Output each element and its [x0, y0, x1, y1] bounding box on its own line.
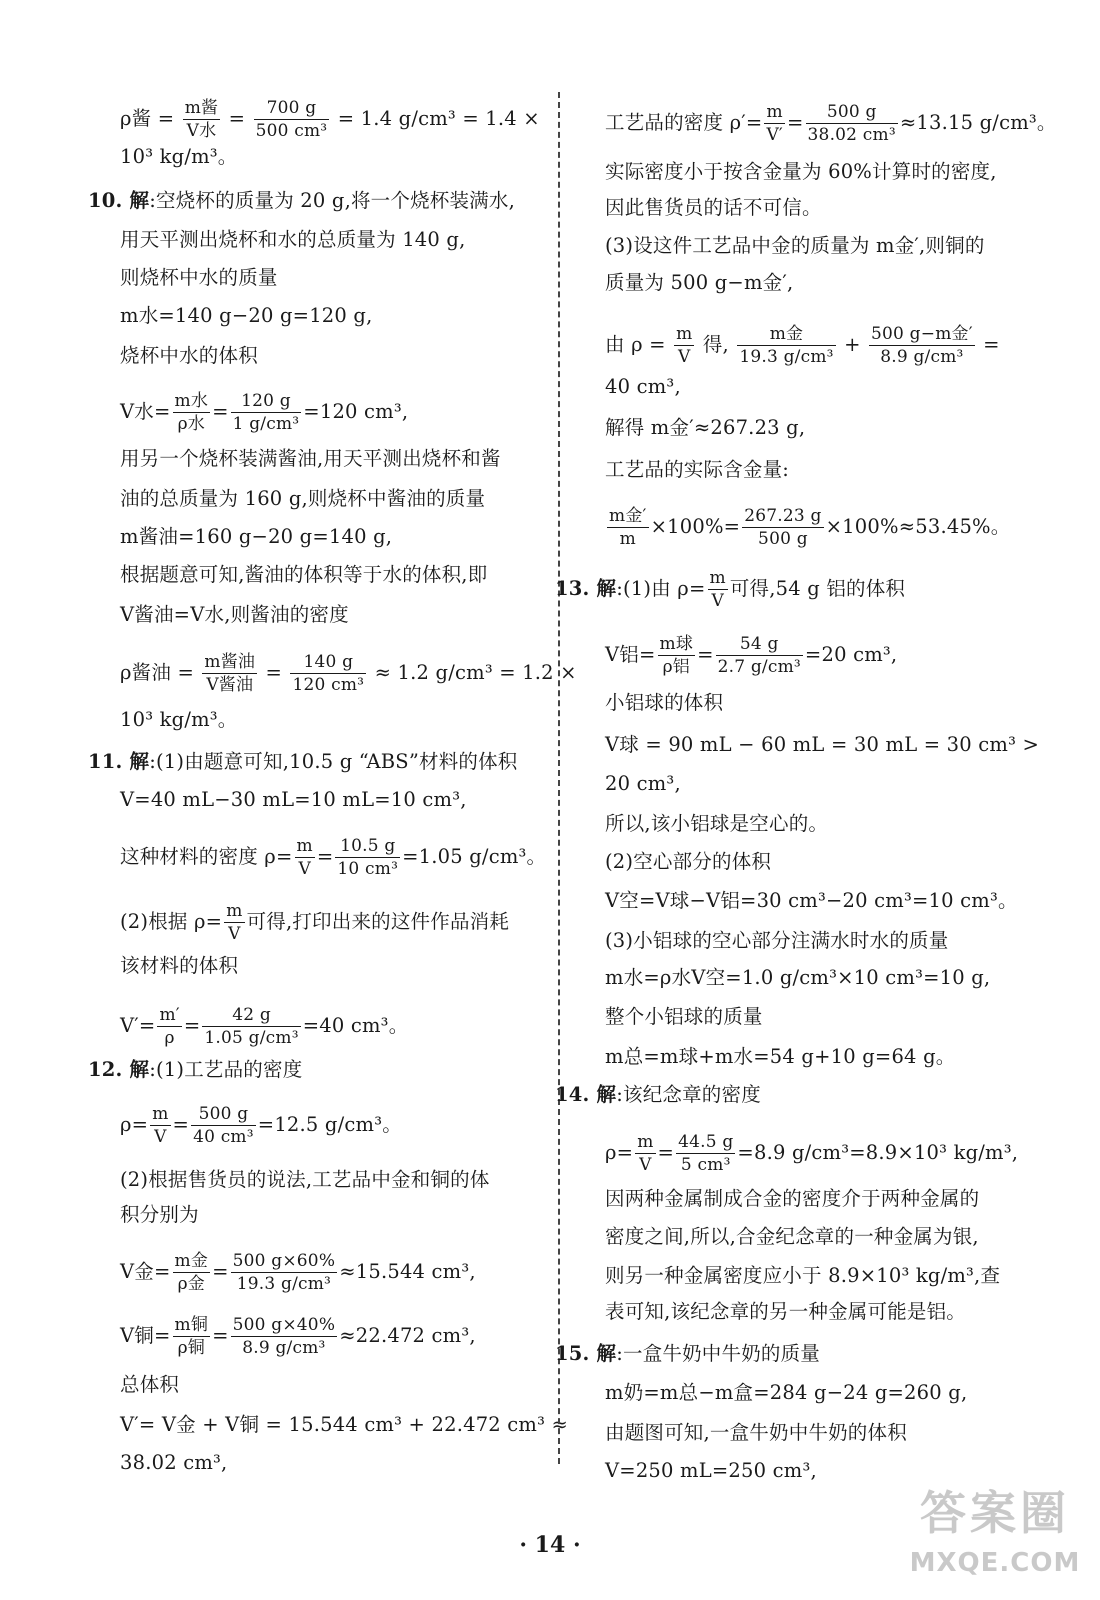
fraction-numerator: 10.5 g — [340, 836, 396, 856]
text-run: ≈22.472 cm³, — [339, 1324, 476, 1347]
text-run: 油的总质量为 160 g,则烧杯中酱油的质量 — [120, 487, 486, 510]
text-run: = — [172, 1113, 190, 1136]
text-run: 工艺品的实际含金量: — [605, 458, 790, 481]
text-line — [555, 567, 906, 611]
text-line — [120, 1103, 402, 1147]
text-run: = 1.4 g/cm³ = 1.4 × — [331, 107, 540, 130]
text-run: m水=ρ水V空=1.0 g/cm³×10 cm³=10 g, — [605, 966, 991, 989]
text-run: 这种材料的密度 ρ= — [120, 845, 293, 868]
text-line — [555, 1079, 761, 1111]
fraction — [173, 1314, 211, 1359]
fraction — [806, 101, 898, 146]
text-run: = — [316, 845, 334, 868]
text-run: ×100%≈53.45%。 — [825, 515, 1011, 538]
text-run: (2)根据售货员的说法,工艺品中金和铜的体 — [120, 1168, 490, 1191]
text-run: 实际密度小于按含金量为 60%计算时的密度, — [605, 160, 997, 183]
fraction-numerator: m′ — [159, 1005, 180, 1025]
text-line — [120, 1199, 199, 1231]
text-run: = — [212, 400, 229, 423]
text-run: ×100%= — [650, 515, 741, 538]
text-line — [605, 962, 990, 994]
text-run: 得, — [696, 333, 736, 356]
text-line — [605, 633, 898, 677]
text-line — [120, 651, 577, 695]
text-run: ≈13.15 g/cm³。 — [899, 111, 1057, 134]
fraction-denominator: V — [224, 922, 244, 945]
fraction-numerator: 500 g — [198, 1104, 249, 1124]
fraction — [716, 633, 803, 678]
text-run: :(1)由 ρ= — [616, 577, 706, 600]
text-line — [88, 185, 515, 217]
fraction-denominator: 120 cm³ — [292, 675, 365, 695]
watermark-site: MXQE.COM — [909, 1548, 1081, 1578]
text-line — [605, 1221, 979, 1253]
fraction-numerator: m — [676, 324, 693, 344]
fraction-denominator: V — [295, 857, 315, 880]
fraction-numerator: m水 — [174, 391, 209, 411]
text-run: 用另一个烧杯装满酱油,用天平测出烧杯和酱 — [120, 447, 501, 470]
fraction-numerator: m金 — [174, 1251, 209, 1271]
text-line — [605, 1377, 967, 1409]
text-run: ρ= — [120, 1113, 149, 1136]
text-run: (3)小铝球的空心部分注满水时水的质量 — [605, 929, 949, 952]
text-run: 该材料的体积 — [120, 954, 239, 977]
fraction — [764, 101, 785, 146]
text-run: + — [837, 333, 868, 356]
fraction — [607, 505, 649, 550]
text-line — [605, 1455, 817, 1487]
text-run: :(1)由题意可知,10.5 g “ABS”材料的体积 — [149, 750, 518, 773]
text-run: V铝= — [605, 643, 656, 666]
fraction — [290, 651, 366, 696]
text-run: m奶=m总−m盒=284 g−24 g=260 g, — [605, 1381, 968, 1404]
text-line — [605, 1260, 1000, 1292]
fraction-denominator: 8.9 g/cm³ — [231, 1336, 338, 1359]
text-run: 根据题意可知,酱油的体积等于水的体积,即 — [120, 563, 488, 586]
fraction — [335, 835, 400, 880]
fraction-denominator: ρ铜 — [173, 1336, 211, 1359]
text-run: ≈ 1.2 g/cm³ = 1.2 × — [368, 661, 577, 684]
text-run: ≈15.544 cm³, — [339, 1260, 476, 1283]
fraction-numerator: m酱油 — [204, 652, 256, 672]
text-run: V酱油=V水,则酱油的密度 — [120, 603, 349, 626]
fraction-numerator: 500 g×40% — [232, 1315, 336, 1335]
text-run: V′= — [120, 1014, 156, 1037]
text-line — [555, 1338, 820, 1370]
text-line — [605, 925, 948, 957]
fraction — [658, 633, 696, 678]
fraction-denominator: m — [607, 527, 649, 550]
fraction-numerator: m酱 — [184, 98, 219, 118]
text-run: 20 cm³, — [605, 772, 681, 795]
fraction — [254, 97, 330, 142]
fraction — [737, 323, 835, 368]
text-run: ρ酱油 = — [120, 661, 201, 684]
fraction-denominator: ρ金 — [173, 1272, 211, 1295]
text-run: = — [786, 111, 804, 134]
text-run: = — [657, 1141, 675, 1164]
text-line — [120, 300, 373, 332]
text-line — [120, 141, 238, 173]
text-line — [120, 900, 510, 944]
text-run: 可得,54 g 铝的体积 — [729, 577, 906, 600]
text-run: =40 cm³。 — [302, 1014, 409, 1037]
text-line — [120, 1369, 179, 1401]
page-number: · 14 · — [519, 1532, 581, 1558]
text-run: = — [183, 1014, 201, 1037]
fraction-denominator: ρ铝 — [658, 655, 696, 678]
text-line — [605, 768, 681, 800]
fraction-numerator: m金′ — [609, 506, 647, 526]
fraction — [157, 1004, 181, 1049]
text-run: =1.05 g/cm³。 — [402, 845, 547, 868]
text-line — [605, 371, 681, 403]
question-number: 13. 解 — [555, 577, 617, 600]
text-run: ρ= — [605, 1141, 634, 1164]
text-run: 则另一种金属密度应小于 8.9×10³ kg/m³,查 — [605, 1264, 1001, 1287]
text-run: V=250 mL=250 cm³, — [605, 1459, 817, 1482]
fraction-numerator: m — [296, 836, 313, 856]
text-run: = — [697, 643, 714, 666]
text-run: V水= — [120, 400, 171, 423]
fraction-denominator: 10 cm³ — [337, 859, 399, 879]
fraction-denominator: 1 g/cm³ — [232, 414, 300, 434]
text-run: 10³ kg/m³。 — [120, 708, 238, 731]
text-line — [120, 1314, 476, 1358]
text-line — [120, 224, 466, 256]
fraction — [708, 567, 728, 612]
fraction-denominator: V — [674, 345, 694, 368]
text-line — [605, 1183, 979, 1215]
text-run: :一盒牛奶中牛奶的质量 — [616, 1342, 820, 1365]
text-run: 40 cm³, — [605, 375, 681, 398]
fraction — [173, 1250, 211, 1295]
text-line — [120, 483, 485, 515]
fraction-numerator: 54 g — [739, 634, 779, 654]
fraction-denominator: 500 g — [742, 527, 823, 550]
text-line — [605, 729, 1039, 761]
text-line — [120, 97, 540, 141]
fraction-denominator: ρ — [157, 1026, 181, 1049]
text-line — [605, 885, 1018, 917]
text-line — [120, 1409, 568, 1441]
text-run: :(1)工艺品的密度 — [149, 1058, 303, 1081]
fraction-denominator: 19.3 g/cm³ — [739, 347, 834, 367]
fraction-numerator: m — [637, 1132, 654, 1152]
text-run: 可得,打印出来的这件作品消耗 — [246, 910, 510, 933]
text-run: 由题图可知,一盒牛奶中牛奶的体积 — [605, 1421, 907, 1444]
text-run: V=40 mL−30 mL=10 mL=10 cm³, — [120, 788, 467, 811]
fraction — [676, 1131, 735, 1176]
text-line — [605, 505, 1011, 549]
fraction — [295, 835, 315, 880]
text-line — [605, 101, 1057, 145]
question-number: 10. 解 — [88, 189, 150, 212]
fraction — [231, 1314, 338, 1359]
text-line — [120, 835, 547, 879]
text-run: 因两种金属制成合金的密度介于两种金属的 — [605, 1187, 980, 1210]
question-number: 15. 解 — [555, 1342, 617, 1365]
text-run: = — [976, 333, 1000, 356]
fraction — [231, 1250, 338, 1295]
text-run: 积分别为 — [120, 1203, 199, 1226]
text-line — [605, 230, 985, 262]
fraction-numerator: 500 g−m金′ — [871, 324, 973, 344]
text-run: =12.5 g/cm³。 — [257, 1113, 402, 1136]
text-run: V空=V球−V铝=30 cm³−20 cm³=10 cm³。 — [605, 889, 1018, 912]
fraction-numerator: m球 — [659, 634, 694, 654]
text-line — [88, 1054, 302, 1086]
fraction-numerator: m — [226, 901, 243, 921]
text-line — [120, 784, 467, 816]
fraction — [173, 390, 211, 435]
fraction — [742, 505, 823, 550]
fraction-numerator: 267.23 g — [744, 506, 822, 526]
text-run: 小铝球的体积 — [605, 691, 724, 714]
text-run: 38.02 cm³, — [120, 1451, 228, 1474]
fraction — [231, 390, 302, 435]
text-line — [605, 192, 822, 224]
fraction-numerator: 44.5 g — [678, 1132, 734, 1152]
fraction-denominator: V水 — [183, 119, 221, 142]
fraction — [635, 1131, 655, 1176]
fraction-numerator: 120 g — [241, 391, 291, 411]
text-line — [605, 808, 828, 840]
fraction-denominator: 38.02 cm³ — [807, 125, 896, 145]
fraction-denominator: 1.05 g/cm³ — [204, 1028, 299, 1048]
fraction-numerator: 500 g — [826, 102, 877, 122]
fraction-denominator: V — [150, 1125, 170, 1148]
text-run: 质量为 500 g−m金′, — [605, 271, 794, 294]
fraction — [191, 1103, 256, 1148]
text-run: m水=140 g−20 g=120 g, — [120, 304, 373, 327]
text-run: 总体积 — [120, 1373, 180, 1396]
text-run: :空烧杯的质量为 20 g,将一个烧杯装满水, — [149, 189, 515, 212]
text-run: m酱油=160 g−20 g=140 g, — [120, 525, 393, 548]
text-run: 整个小铝球的质量 — [605, 1005, 763, 1028]
text-line — [120, 599, 349, 631]
text-run: 用天平测出烧杯和水的总质量为 140 g, — [120, 228, 466, 251]
fraction — [869, 323, 975, 368]
fraction-denominator: V — [635, 1153, 655, 1176]
question-number: 12. 解 — [88, 1058, 150, 1081]
text-run: (2)空心部分的体积 — [605, 850, 772, 873]
fraction-denominator: 40 cm³ — [193, 1127, 254, 1147]
text-run: = — [212, 1324, 229, 1347]
text-run: 表可知,该纪念章的另一种金属可能是铝。 — [605, 1300, 966, 1323]
fraction-denominator: V酱油 — [202, 673, 257, 696]
text-run: =120 cm³, — [303, 400, 409, 423]
text-line — [605, 1041, 955, 1073]
fraction-denominator: 19.3 g/cm³ — [231, 1272, 338, 1295]
fraction-denominator: 5 cm³ — [676, 1153, 735, 1176]
text-line — [605, 1417, 907, 1449]
text-run: 则烧杯中水的质量 — [120, 266, 278, 289]
fraction-numerator: m — [709, 568, 726, 588]
text-run: 因此售货员的话不可信。 — [605, 196, 822, 219]
text-run: ρ酱 = — [120, 107, 181, 130]
fraction-denominator: V — [708, 589, 728, 612]
text-run: m总=m球+m水=54 g+10 g=64 g。 — [605, 1045, 956, 1068]
text-line — [120, 1004, 409, 1048]
text-line — [605, 156, 997, 188]
fraction-numerator: m金 — [769, 324, 804, 344]
text-line — [605, 323, 1000, 367]
text-run: =20 cm³, — [804, 643, 898, 666]
text-run: 密度之间,所以,合金纪念章的一种金属为银, — [605, 1225, 979, 1248]
text-run: V铜= — [120, 1324, 171, 1347]
fraction-denominator: V′ — [766, 125, 783, 145]
text-line — [88, 746, 518, 778]
text-run: = — [212, 1260, 229, 1283]
text-run: V金= — [120, 1260, 171, 1283]
fraction — [183, 97, 221, 142]
watermark-logo — [905, 1480, 1085, 1590]
fraction-numerator: m — [152, 1104, 169, 1124]
text-line — [120, 704, 238, 736]
text-run: (3)设这件工艺品中金的质量为 m金′,则铜的 — [605, 234, 985, 257]
text-line — [120, 950, 238, 982]
text-run: :该纪念章的密度 — [616, 1083, 761, 1106]
fraction-numerator: m — [766, 102, 783, 122]
fraction — [224, 900, 244, 945]
text-run: 由 ρ = — [605, 333, 673, 356]
fraction-numerator: 42 g — [232, 1005, 271, 1025]
fraction-numerator: 700 g — [266, 98, 317, 118]
text-run: (2)根据 ρ= — [120, 910, 223, 933]
text-run: V′= V金 + V铜 = 15.544 cm³ + 22.472 cm³ ≈ — [120, 1413, 569, 1436]
fraction-numerator: 140 g — [303, 652, 354, 672]
text-line — [120, 559, 487, 591]
watermark-title: 答案圈 — [920, 1486, 1070, 1540]
fraction-numerator: 500 g×60% — [232, 1251, 336, 1271]
text-run: = — [259, 661, 289, 684]
text-run: V球 = 90 mL − 60 mL = 30 mL = 30 cm³ > — [605, 733, 1040, 756]
text-line — [605, 412, 805, 444]
text-line — [605, 454, 789, 486]
fraction-denominator: 500 cm³ — [255, 121, 328, 141]
text-line — [605, 1296, 966, 1328]
text-line — [120, 340, 258, 372]
text-line — [120, 1164, 490, 1196]
fraction-denominator: ρ水 — [173, 412, 211, 435]
question-number: 14. 解 — [555, 1083, 617, 1106]
text-line — [605, 1001, 763, 1033]
text-line — [605, 1131, 1019, 1175]
fraction-denominator: 2.7 g/cm³ — [717, 657, 801, 677]
text-run: 烧杯中水的体积 — [120, 344, 258, 367]
fraction — [674, 323, 694, 368]
text-line — [120, 1447, 227, 1479]
text-line — [605, 267, 793, 299]
text-run: =8.9 g/cm³=8.9×10³ kg/m³, — [737, 1141, 1019, 1164]
text-run: 工艺品的密度 ρ′= — [605, 111, 763, 134]
text-line — [605, 687, 723, 719]
fraction-denominator: 8.9 g/cm³ — [869, 345, 975, 368]
text-run: 10³ kg/m³。 — [120, 145, 238, 168]
fraction — [202, 651, 257, 696]
question-number: 11. 解 — [88, 750, 150, 773]
fraction — [202, 1004, 300, 1049]
fraction-numerator: m铜 — [174, 1315, 209, 1335]
text-line — [120, 262, 278, 294]
text-line — [605, 846, 771, 878]
text-line — [120, 1250, 476, 1294]
text-line — [120, 443, 501, 475]
text-run: 所以,该小铝球是空心的。 — [605, 812, 829, 835]
text-line — [120, 390, 409, 434]
text-run: = — [222, 107, 252, 130]
text-run: 解得 m金′≈267.23 g, — [605, 416, 806, 439]
text-line — [120, 521, 392, 553]
column-divider — [558, 92, 560, 1464]
fraction — [150, 1103, 170, 1148]
